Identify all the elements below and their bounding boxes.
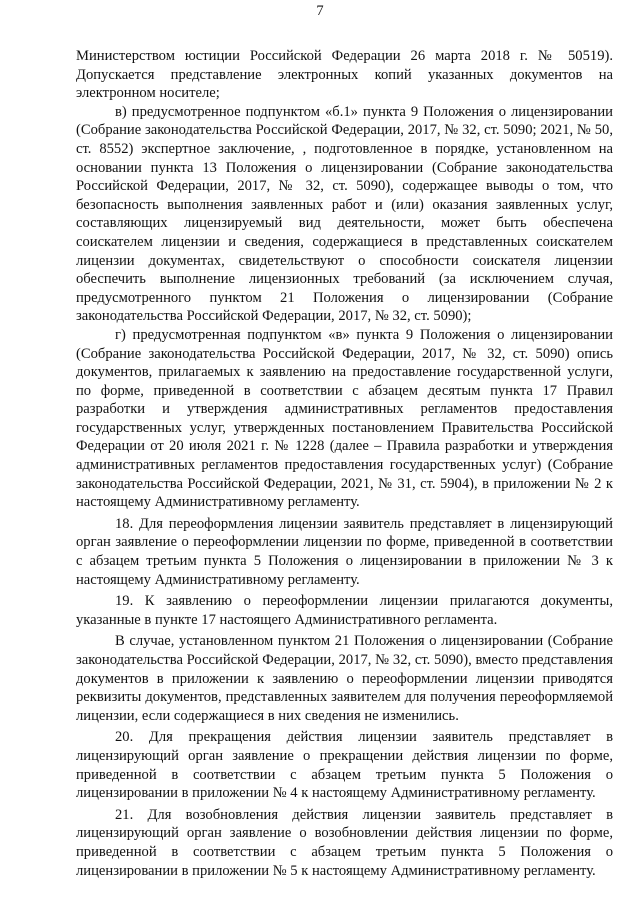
paragraph-item-g: г) предусмотренная подпунктом «в» пункта 9 Положения о лицензировании (Собрание законодательства Российской Федерации, 2017, № 32, ст. 5090) опись документов, прилагаемых к заявлению на предоставление государственной услуги, по форме, приведенной в соответствии с абзацем десятым пункта 17 Правил разработки и утверждения административных регламентов предоставления государственных услуг, утвержденных постановлением Правительства Российской Федерации от 20 июля 2021 г. № 1228 (далее – Правила разработки и утверждения административных регламентов предоставления государственных услуг) (Собрание законодательства Российской Федерации, 2021, № 31, ст. 5904), в приложении № 2 к настоящему Административному регламенту.: [76, 326, 613, 511]
paragraph-21: 21. Для возобновления действия лицензии заявитель представляет в лицензирующий орган заявление о возобновлении действия лицензии по форме, приведенной в соответствии с абзацем третьим пункта 5 Положения о лицензировании в приложении № 5 к настоящему Административному регламенту.: [76, 806, 613, 879]
paragraph-18: 18. Для переоформления лицензии заявитель представляет в лицензирующий орган заявление о переоформлении лицензии по форме, приведенной в соответствии с абзацем третьим пункта 5 Положения о лицензировании в приложении № 3 к настоящему Административному регламенту.: [76, 515, 613, 588]
paragraph-20: 20. Для прекращения действия лицензии заявитель представляет в лицензирующий орган заявление о прекращении действия лицензии по форме, приведенной в соответствии с абзацем третьим пункта 5 Положения о лицензировании в приложении № 4 к настоящему Административному регламенту.: [76, 729, 613, 802]
paragraph-19: 19. К заявлению о переоформлении лицензии прилагаются документы, указанные в пункте 17 настоящего Административного регламента.: [76, 593, 613, 628]
paragraph-19-case: В случае, установленном пунктом 21 Положения о лицензировании (Собрание законодательства Российской Федерации, 2017, № 32, ст. 5090), вместо представления документов в приложении к заявлению о переоформлении лицензии приводятся реквизиты документов, представленных заявителем для получения переоформляемой лицензии, если содержащиеся в них сведения не изменились.: [76, 633, 613, 724]
paragraph-item-v: в) предусмотренное подпунктом «б.1» пункта 9 Положения о лицензировании (Собрание законодательства Российской Федерации, 2017, № 32, ст. 5090; 2021, № 50, ст. 8552) экспертное заключение, , подготовленное в порядке, установленном на основании пункта 13 Положения о лицензировании (Собрание законодательства Российской Федерации, 2017, № 32, ст. 5090), содержащее выводы о том, что безопасность выполнения заявленных работ и (или) оказания заявленных услуг, составляющих лицензируемый вид деятельности, может быть обеспечена соискателем лицензии и сведения, содержащиеся в представленных соискателем лицензии документах, свидетельствуют о способности соискателя лицензии обеспечить выполнение лицензионных требований (за исключением случая, предусмотренного пунктом 21 Положения о лицензировании (Собрание законодательства Российской Федерации, 2017, № 32, ст. 5090);: [76, 103, 613, 325]
paragraph-continuation: Министерством юстиции Российской Федерации 26 марта 2018 г. № 50519). Допускается представление электронных копий указанных документов на электронном носителе;: [76, 48, 613, 102]
page-number: 7: [316, 3, 324, 19]
document-body: [76, 47, 613, 880]
